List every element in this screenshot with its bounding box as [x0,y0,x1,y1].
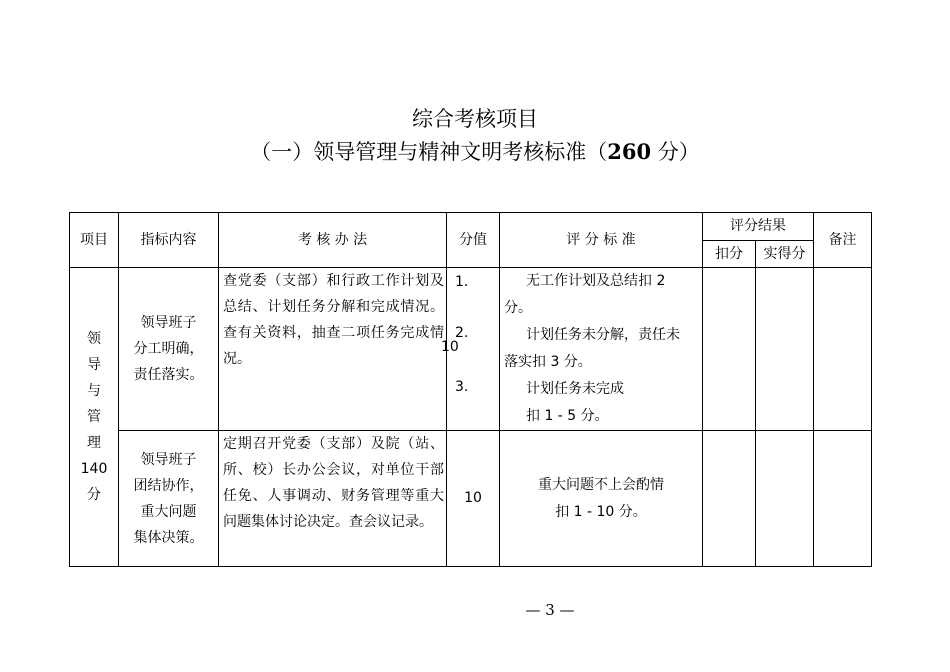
indicator-line: 领导班子 [140,451,197,468]
method-cell: 查党委（支部）和行政工作计划及总结、计划任务分解和完成情况。查有关资料，抽查二项任务完成情况。 [219,268,447,431]
indicator-line: 领导班子 [140,315,197,331]
standard-line: 无工作计划及总结扣 2 [526,273,666,289]
header-method: 考 核 办 法 [219,213,447,268]
page-number: — 3 — [525,601,575,619]
table-row [70,431,872,567]
indicator-line: 集体决策。 [133,529,204,546]
indicator-line: 分工明确， [133,341,204,357]
subtitle-prefix: （一）领导管理与精神文明考核标准（ [250,140,608,164]
marker-3: 3. [455,379,469,395]
indicator-line: 责任落实。 [133,367,204,383]
header-score: 分值 [447,213,500,268]
group-char: 领 [87,331,101,347]
method-cell: 定期召开党委（支部）及院（站、所、校）长办公会议，对单位干部任免、人事调动、财务管理等重大问题集体讨论决定。查会议记录。 [219,431,447,567]
header-remark: 备注 [814,213,872,268]
header-project: 项目 [70,213,119,268]
standard-line: 分。 [504,300,532,316]
indicator-cell [119,268,219,431]
standard-line: 扣 1 - 5 分。 [526,408,609,424]
remark-cell [814,268,872,431]
header-standard: 评 分 标 准 [500,213,703,268]
group-char: 分 [87,487,101,503]
marker-1: 1. [455,274,469,290]
remark-cell [814,431,872,567]
project-group-cell [70,268,119,567]
doc-subtitle [0,139,950,165]
group-char: 导 [87,357,101,373]
subtitle-total: 260 [607,139,652,164]
standard-line: 计划任务未完成 [526,381,624,397]
indicator-cell [119,431,219,567]
actual-cell [756,431,814,567]
assessment-table [69,212,872,567]
header-result: 评分结果 [703,213,814,241]
standard-line: 落实扣 3 分。 [504,354,592,370]
score-cell: 10 [447,431,500,567]
standard-cell [500,268,703,431]
header-indicator: 指标内容 [119,213,219,268]
score-value: 10 [441,339,459,355]
score-cell [441,268,500,431]
group-char: 管 [87,409,101,425]
group-char: 与 [87,383,101,399]
header-deduct: 扣分 [703,241,756,268]
actual-cell [756,268,814,431]
deduct-cell [703,431,756,567]
subtitle-suffix: 分） [651,140,700,164]
indicator-line: 团结协作， [133,477,204,494]
marker-2: 2. [455,325,469,341]
group-char: 140 [80,461,108,477]
header-row [70,213,872,241]
table-row [70,268,872,431]
deduct-cell [703,268,756,431]
standard-line: 计划任务未分解，责任未 [526,327,680,343]
group-char: 理 [87,435,101,451]
standard-line: 重大问题不上会酌情 [538,476,664,493]
standard-line: 扣 1 - 10 分。 [555,503,647,520]
header-actual: 实得分 [756,241,814,268]
doc-title: 综合考核项目 [412,107,538,131]
indicator-line: 重大问题 [140,503,197,520]
standard-cell [500,431,703,567]
